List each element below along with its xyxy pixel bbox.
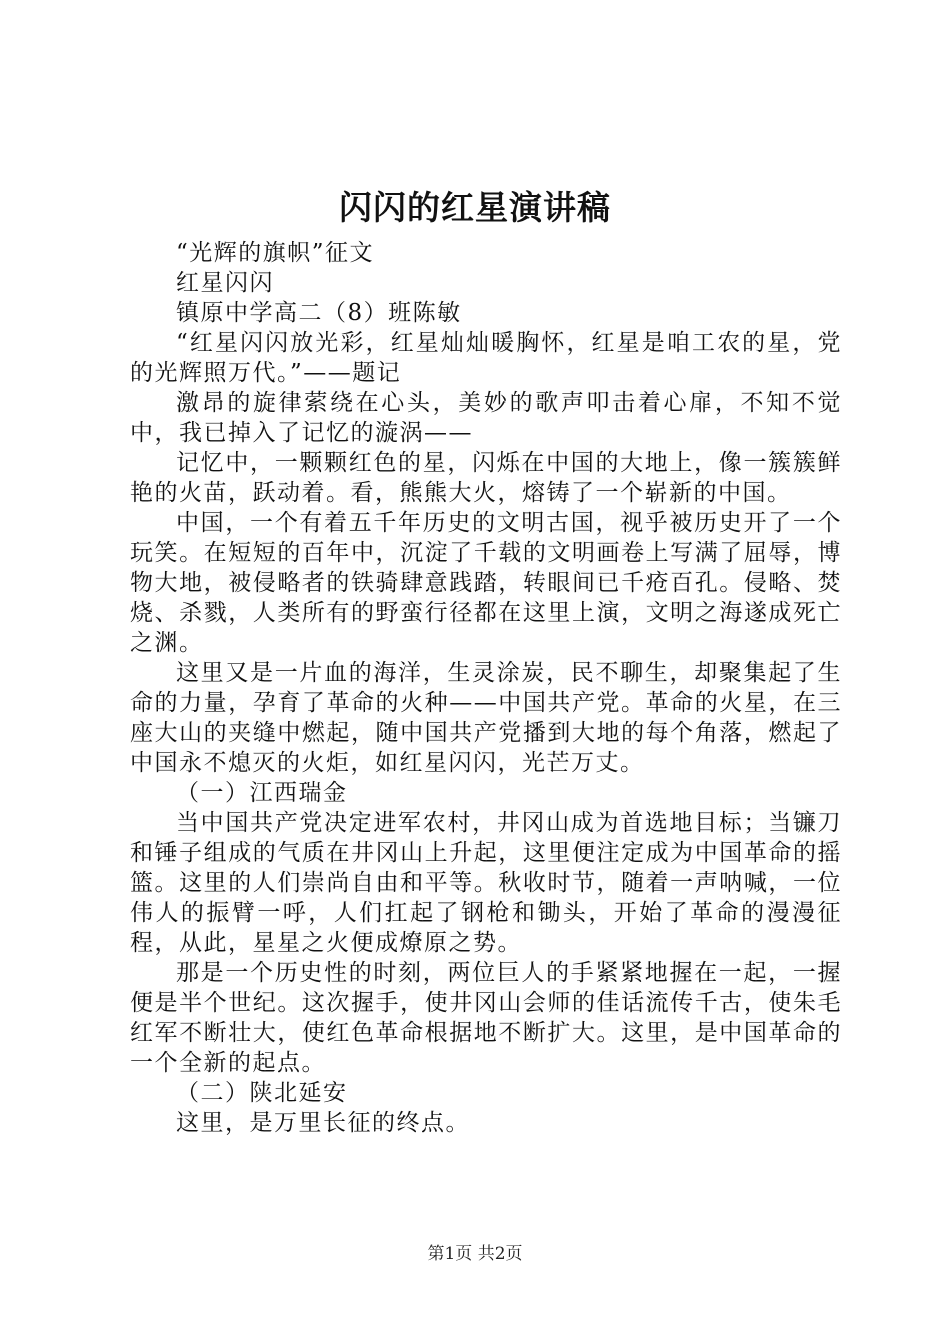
- paragraph-body: 当中国共产党决定进军农村，井冈山成为首选地目标；当镰刀和锤子组成的气质在井冈山上升起，这里便注定成为中国革命的摇篮。这里的人们崇尚自由和平等。秋收时节，随着一声呐喊，一位伟人的振臂一呼，人们扛起了钢枪和锄头，开始了革命的漫漫征程，从此，星星之火便成燎原之势。: [130, 810, 842, 956]
- paragraph-body: 这里，是万里长征的终点。: [176, 1110, 470, 1136]
- page-footer: 第1页 共2页: [427, 1244, 523, 1264]
- section-heading: （二）陕北延安: [176, 1080, 348, 1106]
- document-body: [130, 238, 842, 1138]
- section-heading: （一）江西瑞金: [176, 780, 348, 806]
- paragraph-essay-tag: “光辉的旗帜”征文: [176, 240, 375, 266]
- paragraph-body: 中国，一个有着五千年历史的文明古国，视乎被历史开了一个玩笑。在短短的百年中，沉淀了千载的文明画卷上写满了屈辱，博物大地，被侵略者的铁骑肆意践踏，转眼间已千疮百孔。侵略、焚烧、杀戮，人类所有的野蛮行径都在这里上演，文明之海遂成死亡之渊。: [130, 510, 842, 656]
- paragraph-body: 记忆中，一颗颗红色的星，闪烁在中国的大地上，像一簇簇鲜艳的火苗，跃动着。看，熊熊大火，熔铸了一个崭新的中国。: [130, 450, 842, 506]
- paragraph-body: 那是一个历史性的时刻，两位巨人的手紧紧地握在一起，一握便是半个世纪。这次握手，使井冈山会师的佳话流传千古，使朱毛红军不断壮大，使红色革命根据地不断扩大。这里，是中国革命的一个全新的起点。: [130, 960, 842, 1076]
- paragraph-body: 这里又是一片血的海洋，生灵涂炭，民不聊生，却聚集起了生命的力量，孕育了革命的火种——中国共产党。革命的火星，在三座大山的夹缝中燃起，随中国共产党播到大地的每个角落，燃起了中国永不熄灭的火炬，如红星闪闪，光芒万丈。: [130, 660, 842, 776]
- paragraph-author: 镇原中学高二（8）班陈敏: [176, 300, 462, 326]
- paragraph-subtitle: 红星闪闪: [176, 270, 274, 296]
- paragraph-body: 激昂的旋律萦绕在心头，美妙的歌声叩击着心扉，不知不觉中，我已掉入了记忆的漩涡——: [130, 390, 842, 446]
- paragraph-epigraph: “红星闪闪放光彩，红星灿灿暖胸怀，红星是咱工农的星，党的光辉照万代。”——题记: [130, 330, 842, 386]
- document-title: 闪闪的红星演讲稿: [339, 188, 611, 227]
